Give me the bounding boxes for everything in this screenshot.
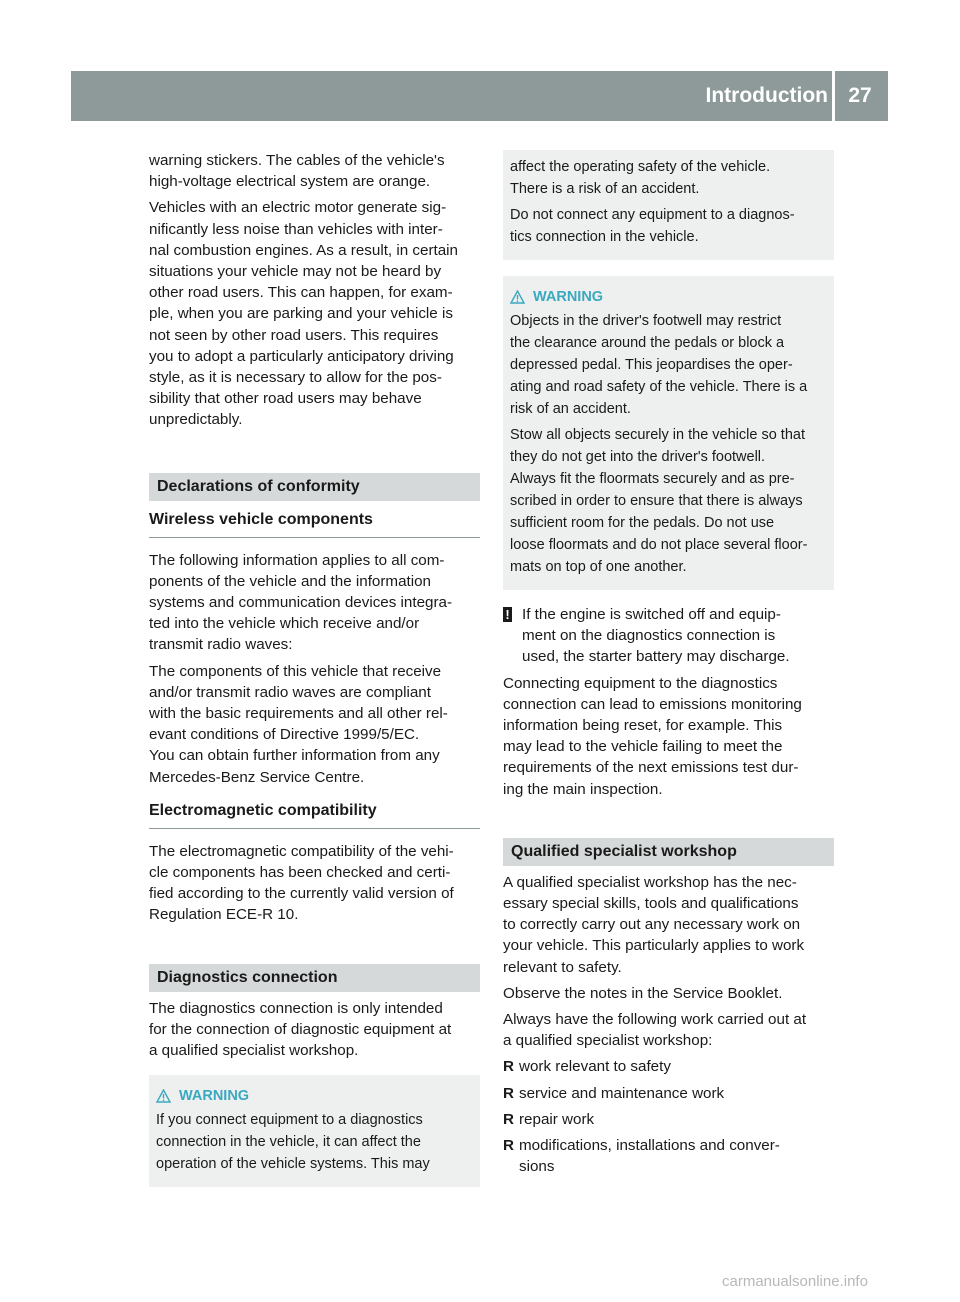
list-item [503,1135,834,1177]
workshop-paragraph-2: Observe the notes in the Service Booklet. [503,984,783,1002]
right-column [503,150,834,1182]
text-line: Regulation ECE-R 10. [149,906,299,924]
list-item-text: repair work [519,1110,595,1128]
list-item [503,1109,834,1130]
text-line: ted into the vehicle which receive and/or [149,615,420,633]
emc-paragraph [149,841,480,926]
warning-box-diagnostics [149,1075,480,1187]
text-line: depressed pedal. This jeopardises the oper- [510,357,793,373]
text-line: A qualified specialist workshop has the nec- [503,873,797,891]
warning-heading [156,1085,473,1107]
text-line: a qualified specialist workshop: [503,1032,713,1050]
workshop-list [503,1056,834,1177]
subheading-emc: Electromagnetic compatibility [149,800,480,829]
text-line: systems and communication devices integra- [149,594,453,612]
text-line: Always fit the floormats securely and as pre- [510,471,795,487]
text-line: connection in the vehicle, it can affect the [156,1134,421,1151]
text-line: situations your vehicle may not be heard by [149,263,442,281]
text-line: If the engine is switched off and equip- [522,606,781,623]
text-line: information being reset, for example. This [503,717,783,735]
text-line: cle components has been checked and certi- [149,864,451,882]
text-line: The electromagnetic compatibility of the vehi- [149,842,454,860]
bullet-icon: R [503,1137,514,1155]
text-line: style, as it is necessary to allow for the pos- [149,369,442,387]
text-line: with the basic requirements and all other rel- [149,705,448,723]
text-line: There is a risk of an accident. [510,181,700,197]
text-line: unpredictably. [149,411,243,429]
text-line: evant conditions of Directive 1999/5/EC. [149,726,420,744]
text-line: The components of this vehicle that receive [149,662,442,680]
text-line: tics connection in the vehicle. [510,229,699,245]
text-line: transmit radio waves: [149,636,293,654]
warning-triangle-icon [156,1089,171,1103]
text-line: scribed in order to ensure that there is always [510,493,803,509]
text-line: sibility that other road users may behave [149,390,422,408]
text-line: ple, when you are parking and your vehicle is [149,305,453,323]
text-line: Do not connect any equipment to a diagnos- [510,207,795,223]
warning-heading [510,286,827,308]
text-line: risk of an accident. [510,401,631,417]
intro-paragraph [149,150,480,192]
warning-box-continued [503,150,834,260]
section-heading-workshop: Qualified specialist workshop [503,838,834,866]
text-line: they do not get into the driver's footwell. [510,449,766,465]
wireless-paragraph-1 [149,550,480,656]
text-line: affect the operating safety of the vehicle. [510,159,771,175]
warning-label: WARNING [179,1088,250,1105]
text-line: fied according to the currently valid version of [149,885,454,903]
text-line: for the connection of diagnostic equipment at [149,1020,452,1038]
text-line: Connecting equipment to the diagnostics [503,674,778,692]
text-line: the clearance around the pedals or block a [510,335,785,351]
text-line: used, the starter battery may discharge. [522,648,790,666]
text-line: requirements of the next emissions test dur- [503,759,799,777]
text-line: ating and road safety of the vehicle. There is a [510,379,808,395]
list-item [503,1083,834,1104]
diagnostics-paragraph [149,998,480,1062]
text-line: mats on top of one another. [510,559,687,575]
list-item [503,1056,834,1077]
list-item-text: sions [519,1158,555,1176]
workshop-paragraph-3 [503,1009,834,1051]
text-line: warning stickers. The cables of the vehicle's [149,152,445,169]
left-column [149,150,480,1187]
exclamation-icon: ! [503,607,512,622]
bullet-icon: R [503,1084,514,1102]
text-line: nal combustion engines. As a result, in certain [149,241,458,259]
text-line: to correctly carry out any necessary work on [503,916,801,934]
text-line: You can obtain further information from any [149,747,440,765]
bullet-icon: R [503,1110,514,1128]
wireless-paragraph-2 [149,661,480,788]
text-line: relevant to safety. [503,958,622,976]
text-line: your vehicle. This particularly applies to work [503,937,805,955]
text-line: other road users. This can happen, for exam- [149,284,453,302]
text-line: you to adopt a particularly anticipatory driving [149,347,454,365]
workshop-paragraph-1 [503,872,834,978]
text-line: ing the main inspection. [503,780,663,798]
list-item-text: modifications, installations and conver- [519,1137,780,1155]
text-line: high-voltage electrical system are orange. [149,173,431,191]
text-line: operation of the vehicle systems. This may [156,1156,430,1173]
warning-box-footwell [503,276,834,590]
list-item-text: service and maintenance work [519,1084,725,1102]
text-line: Objects in the driver's footwell may restrict [510,313,782,329]
text-line: Vehicles with an electric motor generate sig- [149,199,447,217]
bullet-icon: R [503,1058,514,1076]
warning-triangle-icon [510,290,525,304]
text-line: sufficient room for the pedals. Do not use [510,515,775,531]
text-line: If you connect equipment to a diagnostics [156,1112,423,1129]
text-line: loose floormats and do not place several floor- [510,537,808,553]
text-line: ponents of the vehicle and the information [149,572,431,590]
watermark: carmanualsonline.info [722,1273,868,1290]
text-line: Always have the following work carried out at [503,1011,807,1029]
text-line: The diagnostics connection is only intended [149,999,443,1017]
section-heading-diagnostics: Diagnostics connection [149,964,480,992]
page-number: 27 [848,84,872,107]
text-line: nificantly less noise than vehicles with inter- [149,220,443,238]
text-line: a qualified specialist workshop. [149,1042,359,1060]
text-line: The following information applies to all com- [149,551,445,569]
text-line: not seen by other road users. This requires [149,326,439,344]
list-item-text: work relevant to safety [519,1058,671,1076]
text-line: Mercedes-Benz Service Centre. [149,768,365,786]
text-line: connection can lead to emissions monitoring [503,695,802,713]
electric-noise-paragraph [149,197,480,430]
section-heading-declarations: Declarations of conformity [149,473,480,501]
text-line: may lead to the vehicle failing to meet the [503,738,783,756]
text-line: and/or transmit radio waves are compliant [149,683,431,701]
subheading-wireless: Wireless vehicle components [149,509,480,538]
emissions-paragraph [503,673,834,800]
chapter-title: Introduction [705,84,828,107]
text-line: Stow all objects securely in the vehicle so that [510,427,805,443]
warning-label: WARNING [533,289,604,305]
text-line: ment on the diagnostics connection is [522,627,776,645]
text-line: essary special skills, tools and qualifications [503,895,799,913]
header-divider [832,71,835,121]
note-battery [503,604,834,668]
